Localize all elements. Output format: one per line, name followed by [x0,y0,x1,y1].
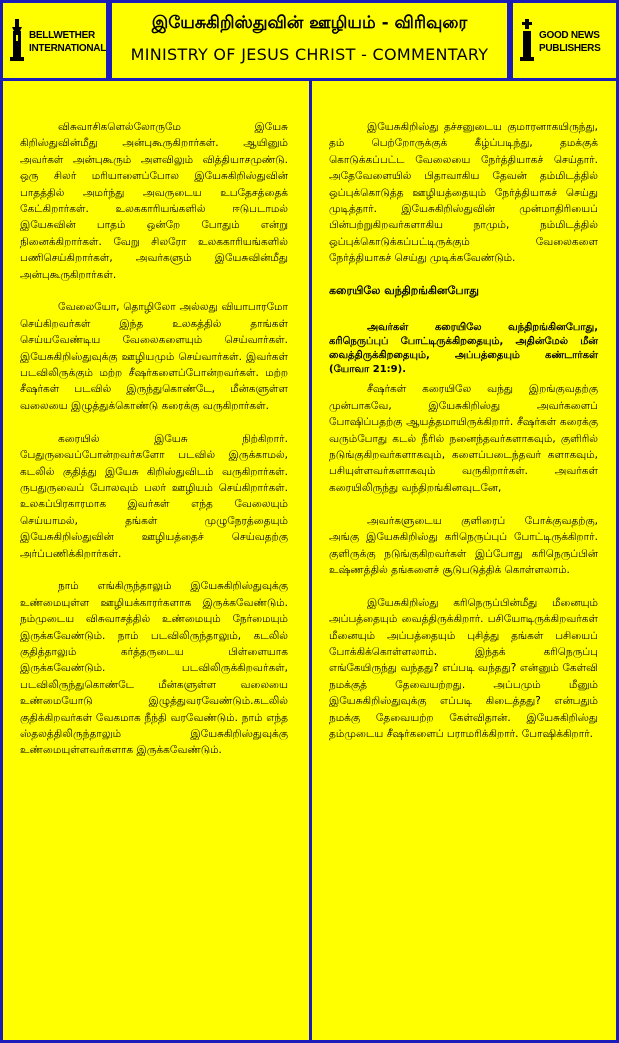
left-column [0,78,312,1043]
left-column-text [20,119,288,775]
right-logo-line2: PUBLISHERS [539,43,601,54]
left-logo-line2: INTERNATIONAL [29,43,107,54]
paragraph: அவர்களுடைய குளிரைப் போக்குவதற்கு, அங்கு இயேசுகிறிஸ்து கரிநெருப்புப் போட்டிருக்கிறார். குளிருக்கு நடுங்குகிறவர்கள் இப்போது கரிநெருப்பின் உஷ்ணத்தில் தங்களைச் சூடுபடுத்திக் கொள்ளலாம். [329,514,598,576]
title-english: MINISTRY OF JESUS CHRIST - COMMENTARY [130,45,489,64]
title-tamil: இயேசுகிறிஸ்துவின் ஊழியம் - விரிவுரை [151,13,468,33]
header [0,0,619,81]
paragraph: கரையில் இயேசு நிற்கிறார். பேதுருவைப்போன்றவர்களோ படவில் இருக்காமல், கடலில் குதித்து இயேசு கிறிஸ்துவிடம் வருகிறார்கள். ருபதுருவைப் போலவும் பலர் ஊழியம் செய்கிறார்கள். உலகப்பிரகாரமாக இவர்கள் எந்த வேலையும் செய்யாமல், தங்கள் முழுநேரத்தையும் இயேசுகிறிஸ்துவின் ஊழியத்தைச் செய்வதற்கு அர்ப்பணிக்கிறார்கள். [20,432,288,560]
paragraph: நாம் எங்கிருந்தாலும் இயேசுகிறிஸ்துவுக்கு உண்மையுள்ள ஊழியக்காரர்களாக இருக்கவேண்டும். நம்முடைய விசுவாசத்தில் உண்மையும் நேர்மையும் இருக்கவேண்டும். நாம் படவிலிருந்தாலும், கடலில் குதித்தாலும் கர்த்தருடைய பிள்ளையாக இருக்கவேண்டும். படவிலிருக்கிறவர்கள், படவிலிருந்துகொண்டே மீன்களுள்ள வலையை உண்மையோடு இழுத்துவரவேண்டும்.கடலில் குதிக்கிறவர்கள் வேகமாக நீந்தி வரவேண்டும். நாம் எந்த ஸ்தலத்திலிருந்தாலும் இயேசுகிறிஸ்துவுக்கு உண்மையுள்ளவர்களாக இருக்கவேண்டும். [20,580,288,757]
left-logo-box [0,0,109,81]
paragraph: இயேசுகிறிஸ்து தச்சனுடைய குமாரனாகயிருந்து, தம் பெற்றோருக்குக் கீழ்ப்படிந்து, தமக்குக் கொடுக்கப்பட்ட வேலையை நேர்த்தியாகச் செய்தார். அதேவேளையில் பிதாவாகிய தேவன் தம்மிடத்தில் ஒப்புக்கொடுத்த ஊழியத்தையும் நேர்த்தியாகச் செய்து முடித்தார். இயேசுகிறிஸ்துவின் முன்மாதிரியைப் பின்பற்றுகிறவர்களாகிய நாமும், நம்மிடத்தில் ஒப்புக்கொடுக்கப்பட்டிருக்கும் வேலைகளை நேர்த்தியாகச் செய்து முடிக்கவேண்டும். [329,121,598,265]
title-box [109,0,510,81]
paragraph: விசுவாசிகளெல்லோருமே இயேசு கிறிஸ்துவின்மீது அன்புகூருகிறார்கள். ஆயினும் அவர்கள் அன்புகூரும் அளவிலும் வித்தியாசமுண்டு. ஒரு சிலர் மரியாளைப்போல இயேசுகிறிஸ்துவின் பாதத்தில் அமர்ந்து அவருடைய உபதேசத்தைக் கேட்கிறார்கள். உலககாரியங்களில் ஈடுபடாமல் இயேசுவின் பாதம் ஒன்றே போதும் என்று நினைக்கிறார்கள். வேறு சிலரோ உலககாரியங்களில் பணிசெய்கிறார்கள், அவர்களும் இயேசுவின்மீது அன்புகூருகிறார்கள். [20,121,288,281]
scripture-quote: அவர்கள் கரையிலே வந்திறங்கினபோது, கரிநெருப்புப் போட்டிருக்கிறதையும், அதின்மேல் மீன் வைத்திருக்கிறதையும், அப்பத்தையும் கண்டார்கள் (யோவா 21:9). [329,322,598,376]
right-column-text [329,119,598,759]
paragraph: வேலையோ, தொழிலோ அல்லது வியாபாரமோ செய்கிறவர்கள் இந்த உலகத்தில் தாங்கள் செய்யவேண்டிய வேலைகளையும் செய்வார்கள். இயேசுகிறிஸ்துவுக்கு ஊழியமும் செய்வார்கள். இவர்கள் படவிலிருக்கும் மற்ற சீஷர்களைப்போன்றவர்கள். மற்ற சீஷர்கள் படவில் இருந்துகொண்டே, மீன்களுள்ள வலையை இழுத்துக்கொண்டு கரைக்கு வருகிறார்கள். [20,301,288,412]
right-column [309,78,619,1043]
bell-tower-icon [9,19,25,63]
bellwether-logo [9,15,105,71]
right-logo-line1: GOOD NEWS [539,30,600,41]
good-news-logo [519,15,615,71]
right-logo-box [510,0,619,81]
book-icon [519,19,535,63]
left-logo-line1: BELLWETHER [29,30,95,41]
paragraph: சீஷர்கள் கரையிலே வந்து இறங்குவதற்கு முன்பாகவே, இயேசுகிறிஸ்து அவர்களைப் போஷிப்பதற்கு ஆயத்தமாயிருக்கிறார். சீஷர்கள் கரைக்கு வரும்போது கடல் நீரில் நனைந்தவர்களாகவும், குளிரில் நடுங்குகிறவர்களாகவும், களைப்படைந்தவர் களாகவும், பசியுள்ளவர்களாகவும் வருகிறார்கள். அவர்கள் கரையிலிருந்து வந்திறங்கினவுடனே, [329,383,598,494]
section-heading: கரையிலே வந்திறங்கினபோது [329,284,479,298]
paragraph: இயேசுகிறிஸ்து கரிநெருப்பின்மீது மீனையும் அப்பத்தையும் வைத்திருக்கிறார். பசியோடிருக்கிறவர்கள் மீனையும் அப்பத்தையும் புசித்து தங்கள் பசியைப் போக்கிக்கொள்ளலாம். இந்தக் கரிநெருப்பு எங்கேயிருந்து வந்தது? எப்படி வந்தது? என்னும் கேள்வி நமக்குத் தேவையற்றது. அப்பமும் மீனும் இயேசுகிறிஸ்துவுக்கு எப்படி கிடைத்தது? என்பதும் நமக்கு தேவையற்ற கேள்விதான். இயேசுகிறிஸ்து தம்முடைய சீஷர்களைப் பராமரிக்கிறார். போஷிக்கிறார். [329,596,598,740]
